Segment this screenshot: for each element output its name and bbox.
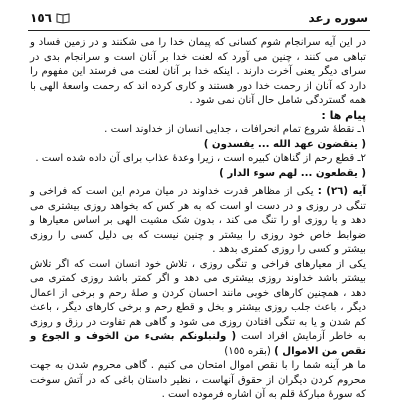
paragraph: در این آیه سرانجام شوم کسانی که پیمان خدا را می شکنند و در زمین فساد و تباهی می کنند ، چنین می آورد که لعنت خدا بر آنان است و سرانجام بدی در سرای دیگر یعنی آخرت دارند . اینکه خدا بر آنان لعنت می فرستد این مفهوم را دارد که آنان از رحمت خدا دور هستند و کاری کرده اند که رحمت واسعهٔ الهی با همه گستردگی شامل حال آنان نمی شود . (30, 37, 366, 106)
verse-quote: ( یقطعون ... لهم سوء الدار ) (219, 167, 366, 179)
page-body (30, 36, 367, 400)
lesson-item: ١ـ نقطهٔ شروع تمام انحرافات ، جدایی انسان از خداوند است . (104, 124, 366, 135)
page-number-block (30, 11, 70, 25)
page-header (30, 10, 368, 26)
paragraph-text: یکی از مظاهر قدرت خداوند در میان مردم این است که فراخی و تنگی در روزی و در دست او است که به هر کس که بخواهد روزی بیشتری می دهد و یا روزی او را تنگ می کند ، بدون شک مشیت الهی بر اساس معیارها و ضوابط خاص خود روزی را بیشتر و چنین نیست که بی دلیل کسی را روزی بیشتر و کسی را روزی کمتری بدهد . (30, 186, 366, 255)
lesson-item: ٢ـ قطع رحم از گناهان کبیره است ، زیرا وعدهٔ عذاب برای آن داده شده است . (35, 153, 366, 164)
paragraph (30, 258, 366, 360)
verse-reference: (بقره ١٥٥) (224, 345, 271, 357)
paragraph: ما هر آینه شما را با نقص اموال امتحان می کنیم . گاهی محروم شدن به جهت محروم کردن دیگران از حقوق آنهاست ، نظیر داستان باغی که در آتش سوخت که سورهٔ مبارکهٔ قلم به آن اشاره فرموده است . (30, 360, 366, 400)
verse-quote: ( ولنبلونکم بشیء من الخوف و الجوع و نقص من الاموال ) (30, 331, 366, 357)
page-number: ١٥٦ (30, 11, 52, 25)
verse-quote: ( ینقضون عهد الله ... یفسدون ) (203, 138, 366, 150)
header-rule (28, 30, 370, 31)
lessons-heading: پیام ها : (321, 108, 366, 122)
surah-title: سوره رعد (308, 11, 368, 25)
paragraph (30, 185, 366, 258)
book-icon (56, 13, 70, 23)
ayah-label: آیه (٢٦) : (317, 186, 367, 197)
paragraph-text: یکی از معیارهای فراخی و تنگی روزی ، تلاش خود انسان است که اگر تلاش بیشتر باشد خداوند روزی بیشتری می دهد و اگر کمتر باشد روزی کمتری می دهد ، همچنین کارهای خوبی مانند احسان کردن و صلهٔ رحم و برخی از اعمال دیگر ، باعث جلب روزی بیشتر و بخل و قطع رحم و برخی کارهای دیگر ، باعث کم شدن و یا به تنگی افتادن روزی می شود و گاهی هم تفاوت در رزق و روزی به خاطر آزمایش افراد است (30, 258, 366, 342)
